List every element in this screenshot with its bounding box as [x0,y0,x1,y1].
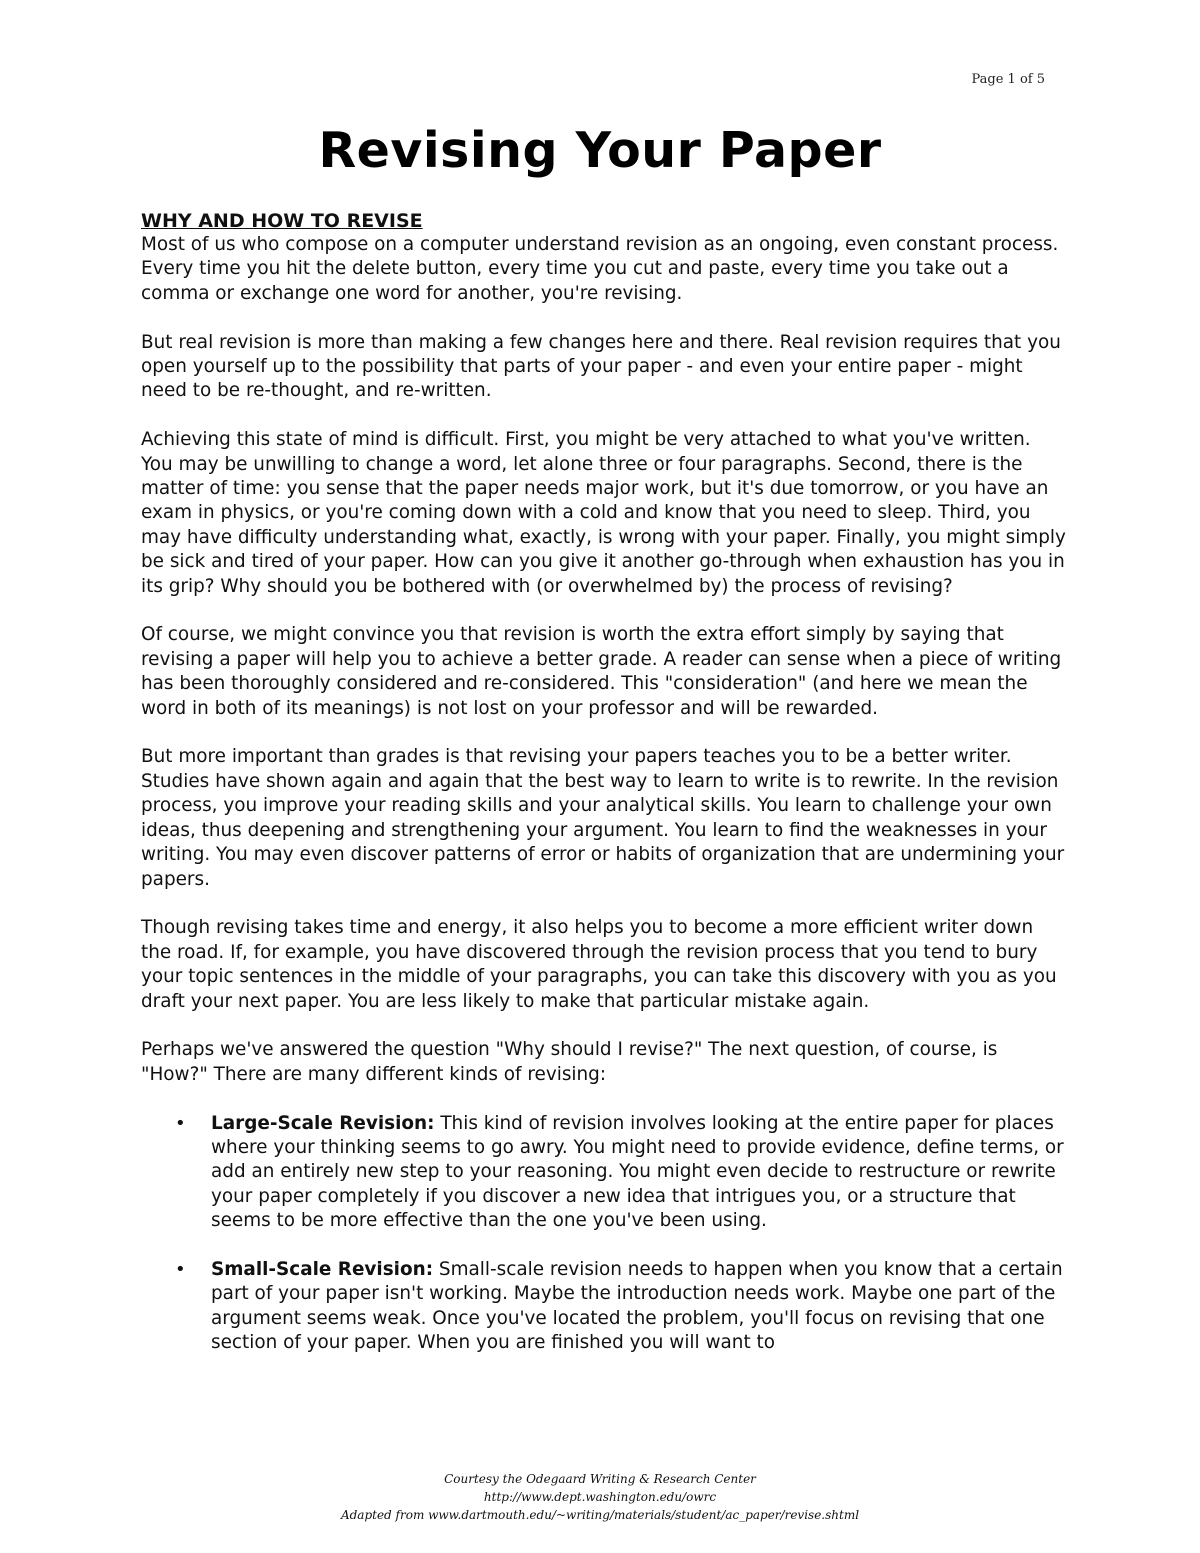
page-footer [0,1470,1200,1524]
footer-source: Adapted from www.dartmouth.edu/~writing/materials/student/ac_paper/revise.shtml [340,1508,860,1522]
bullet-icon: • [175,1112,186,1134]
paragraph: But real revision is more than making a few changes here and there. Real revision requires that you open yourself up to the possibility that parts of your paper - and even your entire paper - might need to be re-thought, and re-written. [141,331,1061,402]
list-item-text: Small-scale revision needs to happen when you know that a certain part of your paper isn't working. Maybe the introduction needs work. Maybe one part of the argument seems weak. Once you've located the problem, you'll focus on revising that one section of your paper. When you are finished you will want to [211,1258,1063,1354]
section-heading: WHY AND HOW TO REVISE [141,210,423,232]
list-item-text: This kind of revision involves looking at the entire paper for places where your thinking seems to go awry. You might need to provide evidence, define terms, or add an entirely new step to your reasoning. You might even decide to restructure or rewrite your paper completely if you discover a new idea that intrigues you, or a structure that seems to be more effective than the one you've been using. [211,1112,1064,1232]
footer-credit: Courtesy the Odegaard Writing & Research Center [444,1472,756,1486]
paragraph: Though revising takes time and energy, it also helps you to become a more efficient writer down the road. If, for example, you have discovered through the revision process that you tend to bury your topic sentences in the middle of your paragraphs, you can take this discovery with you as you draft your next paper. You are less likely to make that particular mistake again. [141,917,1057,1012]
list-item-label: Large-Scale Revision: [211,1112,435,1134]
list-item [175,1112,1066,1234]
bullet-icon: • [175,1258,186,1280]
list-item-label: Small-Scale Revision: [211,1258,434,1280]
paragraph: Achieving this state of mind is difficult. First, you might be very attached to what you've written. You may be unwilling to change a word, let alone three or four paragraphs. Second, there is the matter of time: you sense that the paper needs major work, but it's due tomorrow, or you have an exam in physics, or you're coming down with a cold and know that you need to sleep. Third, you may have difficulty understanding what, exactly, is wrong with your paper. Finally, you might simply be sick and tired of your paper. How can you give it another go-through when exhaustion has you in its grip? Why should you be bothered with (or overwhelmed by) the process of revising? [141,429,1066,597]
paragraph: Most of us who compose on a computer understand revision as an ongoing, even constant process. Every time you hit the delete button, every time you cut and paste, every time you take out a comma or exchange one word for another, you're revising. [141,234,1059,304]
document-body [141,209,1066,1380]
footer-url: http://www.dept.washington.edu/owrc [483,1490,717,1504]
page-number: Page 1 of 5 [971,72,1045,87]
document-title: Revising Your Paper [318,122,882,179]
paragraph: Of course, we might convince you that revision is worth the extra effort simply by saying that revising a paper will help you to achieve a better grade. A reader can sense when a piece of writing has been thoroughly considered and re-considered. This "consideration" (and here we mean the word in both of its meanings) is not lost on your professor and will be rewarded. [141,624,1062,719]
list-item [175,1258,1066,1356]
paragraph: But more important than grades is that revising your papers teaches you to be a better writer. Studies have shown again and again that the best way to learn to write is to rewrite. In the revision process, you improve your reading skills and your analytical skills. You learn to challenge your own ideas, thus deepening and strengthening your argument. You learn to find the weaknesses in your writing. You may even discover patterns of error or habits of organization that are undermining your papers. [141,746,1065,890]
paragraph: Perhaps we've answered the question "Why should I revise?" The next question, of course, is "How?" There are many different kinds of revising: [141,1039,998,1085]
revision-types-list [141,1112,1066,1356]
